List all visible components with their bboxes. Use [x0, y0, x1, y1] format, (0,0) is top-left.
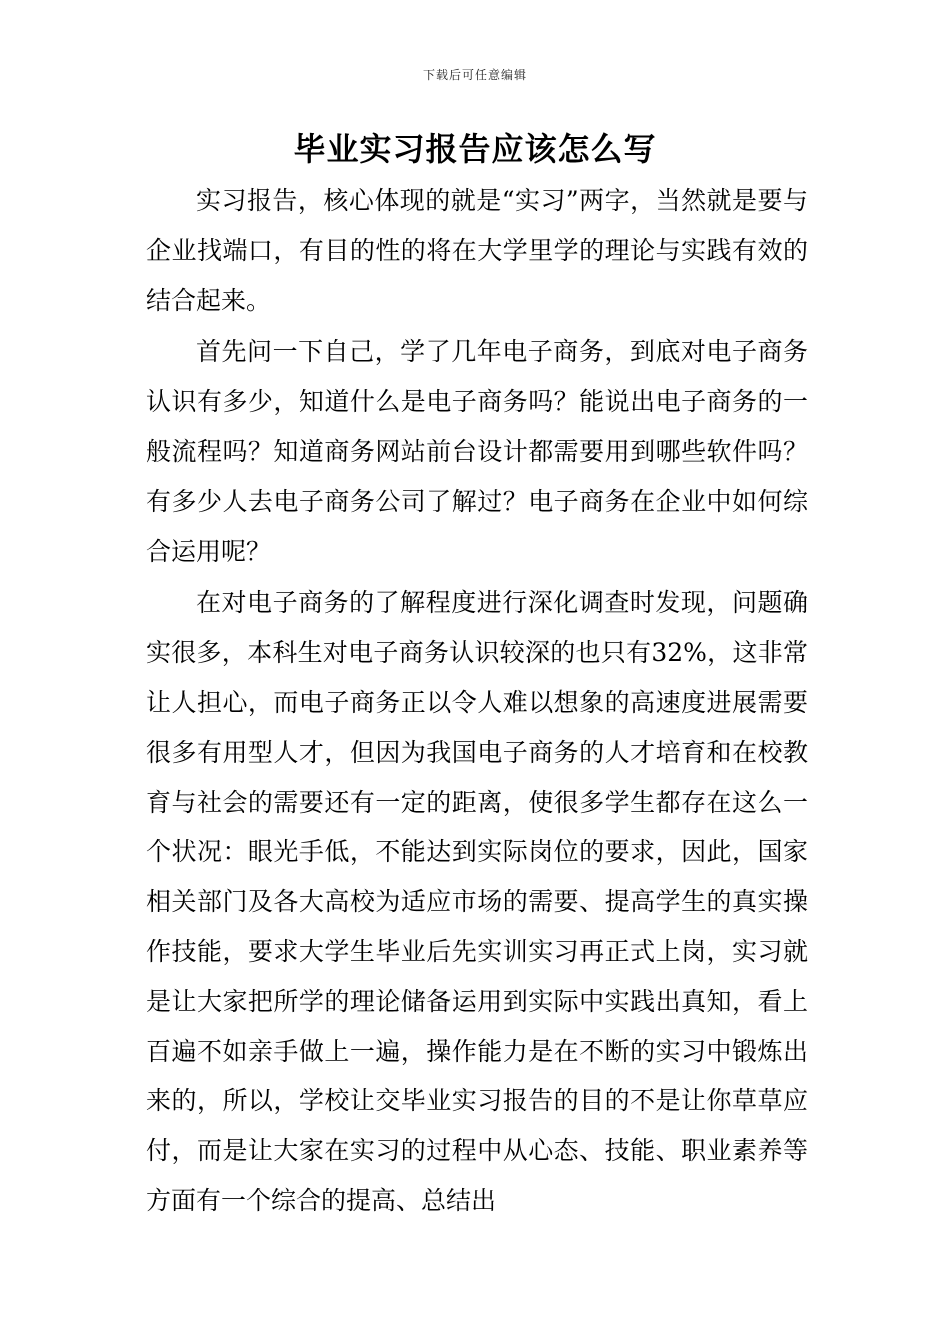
document-title: 毕业实习报告应该怎么写: [293, 130, 657, 168]
document-body: [146, 176, 808, 1228]
paragraph-questions: 首先问一下自己，学了几年电子商务，到底对电子商务认识有多少，知道什么是电子商务吗？能说出电子商务的一般流程吗？知道商务网站前台设计都需要用到哪些软件吗？有多少人去电子商务公司了解过？电子商务在企业中如何综合运用呢？: [146, 337, 808, 566]
paragraph-intro: 实习报告，核心体现的就是“实习”两字，当然就是要与企业找端口，有目的性的将在大学里学的理论与实践有效的结合起来。: [146, 186, 808, 315]
header-note: 下载后可任意编辑: [422, 68, 527, 82]
paragraph-survey: 在对电子商务的了解程度进行深化调查时发现，问题确实很多，本科生对电子商务认识较深的也只有32%，这非常让人担心，而电子商务正以令人难以想象的高速度进展需要很多有用型人才，但因为我国电子商务的人才培育和在校教育与社会的需要还有一定的距离，使很多学生都存在这么一个状况：眼光手低，不能达到实际岗位的要求，因此，国家相关部门及各大高校为适应市场的需要、提高学生的真实操作技能，要求大学生毕业后先实训实习再正式上岗，实习就是让大家把所学的理论储备运用到实际中实践出真知，看上百遍不如亲手做上一遍，操作能力是在不断的实习中锻炼出来的，所以，学校让交毕业实习报告的目的不是让你草草应付，而是让大家在实习的过程中从心态、技能、职业素养等方面有一个综合的提高、总结出: [146, 588, 808, 1215]
